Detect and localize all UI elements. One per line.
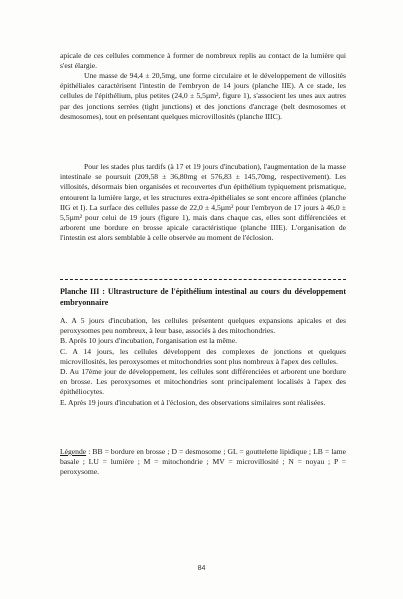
caption-item-a: A. A 5 jours d'incubation, les cellules présentent quelques expansions apicales et des peroxysomes peu nombreux, à leur base, associés à des mitochondries.: [60, 316, 346, 336]
paragraph-embryo-14-days: [60, 71, 346, 122]
plate-caption-items: [60, 316, 346, 408]
page-number: 84: [197, 565, 206, 572]
caption-item-c: C. A 14 jours, les cellules développent des complexes de jonctions et quelques microvillosités, les peroxysomes et mitochondries sont plus nombreux à l'apex des cellules.: [60, 346, 346, 366]
paragraph-text: Une masse de 94,4 ± 20,5mg, une forme circulaire et le développement de villosités épithéliales caractérisent l'intestin de l'embryon de 14 jours (planche IIE). A ce stade, les cellules de l'épithélium, plus petites (24,0 ± 5,5µm², figure 1), s'associent les unes aux autres par des jonctions serrées (tight junctions) et des jonctions d'ancrage (belt desmosomes et desmosomes), tout en présentant quelques microvillosités (planche IIIC).: [60, 71, 346, 121]
caption-item-b: B. Après 10 jours d'incubation, l'organisation est la même.: [60, 336, 238, 346]
paragraph-late-stages: [60, 162, 346, 244]
abbreviation-legend: [60, 447, 346, 478]
plate-title-text: Planche III : Ultrastructure de l'épithélium intestinal au cours du développement embryonnaire: [60, 287, 346, 307]
paragraph-continuation: [60, 51, 346, 71]
paragraph-text: apicale de ces cellules commence à former de nombreux replis au contact de la lumière qui s'est élargie.: [60, 51, 346, 71]
legend-label: Légende: [60, 447, 87, 456]
paragraph-text: Pour les stades plus tardifs (à 17 et 19 jours d'incubation), l'augmentation de la masse intestinale se poursuit (209,58 ± 36,80mg et 576,83 ± 145,70mg, respectivement). Les villosités, désormais bien organisées et recouvertes d'un épithélium typiquement prismatique, entourent la lumière large, et les structures extra-épithéliales se sont encore affinées (planche IIG et I). La surface des cellules passe de 22,0 ± 4,5µm² pour l'embryon de 17 jours à 46,0 ± 5,5µm² pour celui de 19 jours (figure 1), mais dans chaque cas, elles sont différenciées et arborent une bordure en brosse apicale caractéristique (planche IIIE). L'organisation de l'intestin est alors semblable à celle observée au moment de l'éclosion.: [60, 162, 346, 243]
caption-item-e: E. Après 19 jours d'incubation et à l'éclosion, des observations similaires sont réalisées.: [60, 397, 326, 407]
dashed-divider: [60, 279, 346, 280]
plate-caption-title: [60, 287, 346, 308]
caption-item-d: D. Au 17ème jour de développement, les cellules sont différenciées et arborent une bordure en brosse. Les peroxysomes et mitochondries sont principalement localisés à l'apex des épithéliocytes.: [60, 367, 346, 397]
legend-text: : BB = bordure en brosse ; D = desmosome ; GL = gouttelette lipidique ; LB = lame basale ; LU = lumière ; M = mitochondrie ; MV = microvillosité ; N = noyau ; P = peroxysome.: [60, 447, 346, 477]
